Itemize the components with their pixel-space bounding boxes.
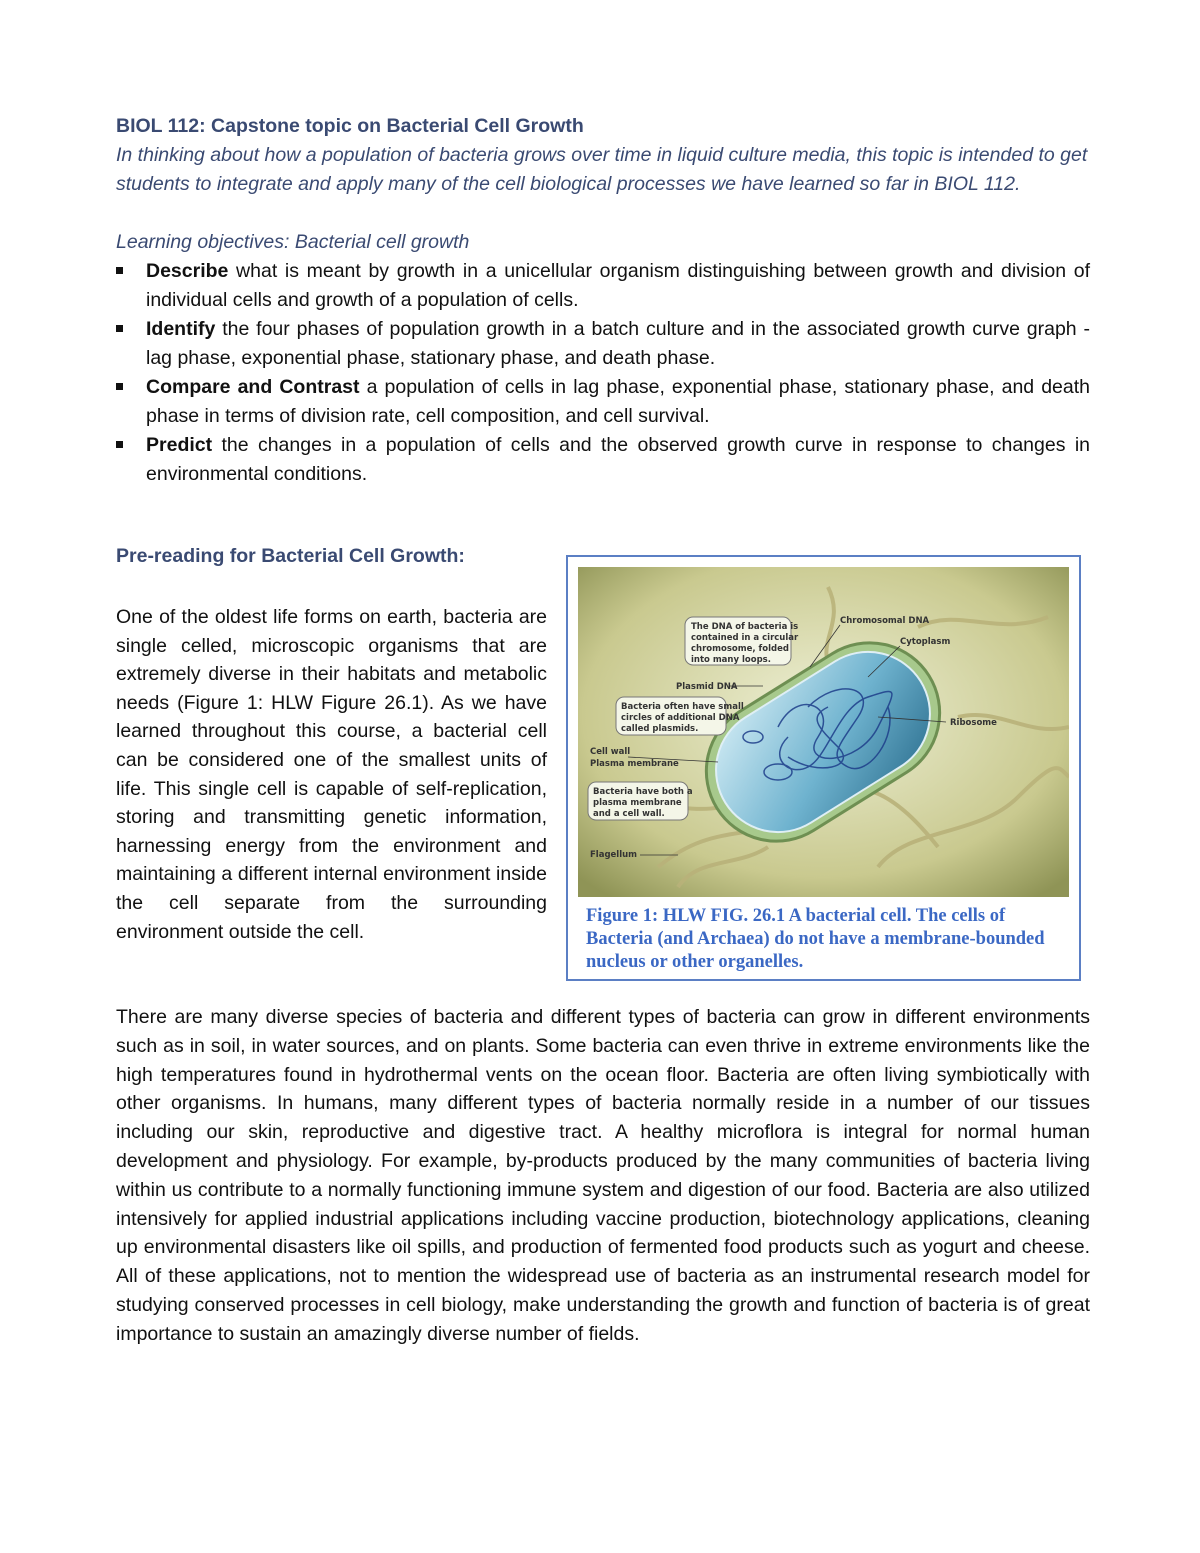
label-flagellum: Flagellum (590, 850, 638, 860)
objective-verb: Predict (146, 434, 213, 456)
callout-plasmid-line: called plasmids. (621, 724, 699, 734)
objective-item (116, 315, 1090, 373)
objective-item (116, 373, 1090, 431)
objective-item (116, 257, 1090, 315)
objective-verb: Describe (146, 260, 229, 282)
intro-text: In thinking about how a population of bacteria grows over time in liquid culture media, this topic is intended to get students to integrate and apply many of the cell biological processes we have learned so far in BIOL 112. (116, 144, 1088, 195)
callout-dna-line: chromosome, folded (691, 644, 789, 654)
callout-dna-line: into many loops. (691, 655, 771, 665)
label-plasmid-dna: Plasmid DNA (676, 682, 738, 692)
objective-text: the four phases of population growth in a batch culture and in the associated growth curve graph - lag phase, exponential phase, stationary phase, and death phase. (146, 318, 1090, 369)
prereading-paragraph-2: There are many diverse species of bacteria and different types of bacteria can grow in different environments such as in soil, in water sources, and on plants. Some bacteria can even thrive in extreme environments like the high temperatures found in hydrothermal vents on the ocean floor. Bacteria are often living symbiotically with other organisms. In humans, many different types of bacteria normally reside in a number of our tissues including our skin, reproductive and digestive tract. A healthy microflora is integral for normal human development and physiology. For example, by-products produced by the many communities of bacteria living within us contribute to a normally functioning immune system and digestion of our food. Bacteria are also utilized intensively for applied industrial applications including vaccine production, biotechnology applications, cleaning up environmental disasters like oil spills, and production of fermented food products such as yogurt and cheese. All of these applications, not to mention the widespread use of bacteria as an instrumental research model for studying conserved processes in cell biology, make understanding the growth and function of bacteria is of great importance to sustain an amazingly diverse number of fields. (116, 1006, 1090, 1345)
label-ribosome: Ribosome (950, 718, 997, 728)
label-plasma-membrane: Plasma membrane (590, 759, 679, 769)
callout-wall-line: and a cell wall. (593, 809, 665, 819)
label-chromosomal-dna: Chromosomal DNA (840, 616, 930, 626)
figure-1 (566, 555, 1081, 981)
document-title: BIOL 112: Capstone topic on Bacterial Cell Growth (116, 115, 584, 137)
callout-dna-line: contained in a circular (691, 633, 799, 643)
objectives-list (116, 257, 1090, 489)
callout-wall-line: plasma membrane (593, 798, 682, 808)
objective-text: the changes in a population of cells and the observed growth curve in response to changes in environmental conditions. (146, 434, 1090, 485)
objective-text: what is meant by growth in a unicellular organism distinguishing between growth and division of individual cells and growth of a population of cells. (146, 260, 1090, 311)
callout-plasmid-line: circles of additional DNA (621, 713, 740, 723)
objective-text: a population of cells in lag phase, exponential phase, stationary phase, and death phase in terms of division rate, cell composition, and cell survival. (146, 376, 1091, 427)
prereading-heading: Pre-reading for Bacterial Cell Growth: (116, 545, 465, 567)
figure-caption: Figure 1: HLW FIG. 26.1 A bacterial cell. The cells of Bacteria (and Archaea) do not have a membrane-bounded nucleus or other organelles. (586, 906, 1045, 972)
objective-verb: Identify (146, 318, 216, 340)
prereading-paragraph-1: One of the oldest life forms on earth, bacteria are single celled, microscopic organisms that are extremely diverse in their habitats and metabolic needs (Figure 1: HLW Figure 26.1). As we have learned throughout this course, a bacterial cell can be considered one of the smallest units of life. This single cell is capable of self-replication, storing and transmitting genetic information, harnessing energy from the environment and maintaining a different internal environment inside the cell separate from the surrounding environment outside the cell. (116, 606, 547, 943)
bacterial-cell-illustration (578, 567, 1069, 897)
bullet-icon (116, 267, 123, 274)
callout-wall-line: Bacteria have both a (593, 787, 693, 797)
document-body (116, 112, 1090, 489)
objectives-heading: Learning objectives: Bacterial cell growth (116, 231, 470, 253)
objective-verb: Compare and Contrast (146, 376, 360, 398)
bullet-icon (116, 325, 123, 332)
bullet-icon (116, 383, 123, 390)
callout-plasmid-line: Bacteria often have small (621, 702, 744, 712)
label-cytoplasm: Cytoplasm (900, 637, 951, 647)
bullet-icon (116, 441, 123, 448)
objective-item (116, 431, 1090, 489)
label-cell-wall: Cell wall (590, 747, 631, 757)
callout-dna-line: The DNA of bacteria is (691, 622, 799, 632)
